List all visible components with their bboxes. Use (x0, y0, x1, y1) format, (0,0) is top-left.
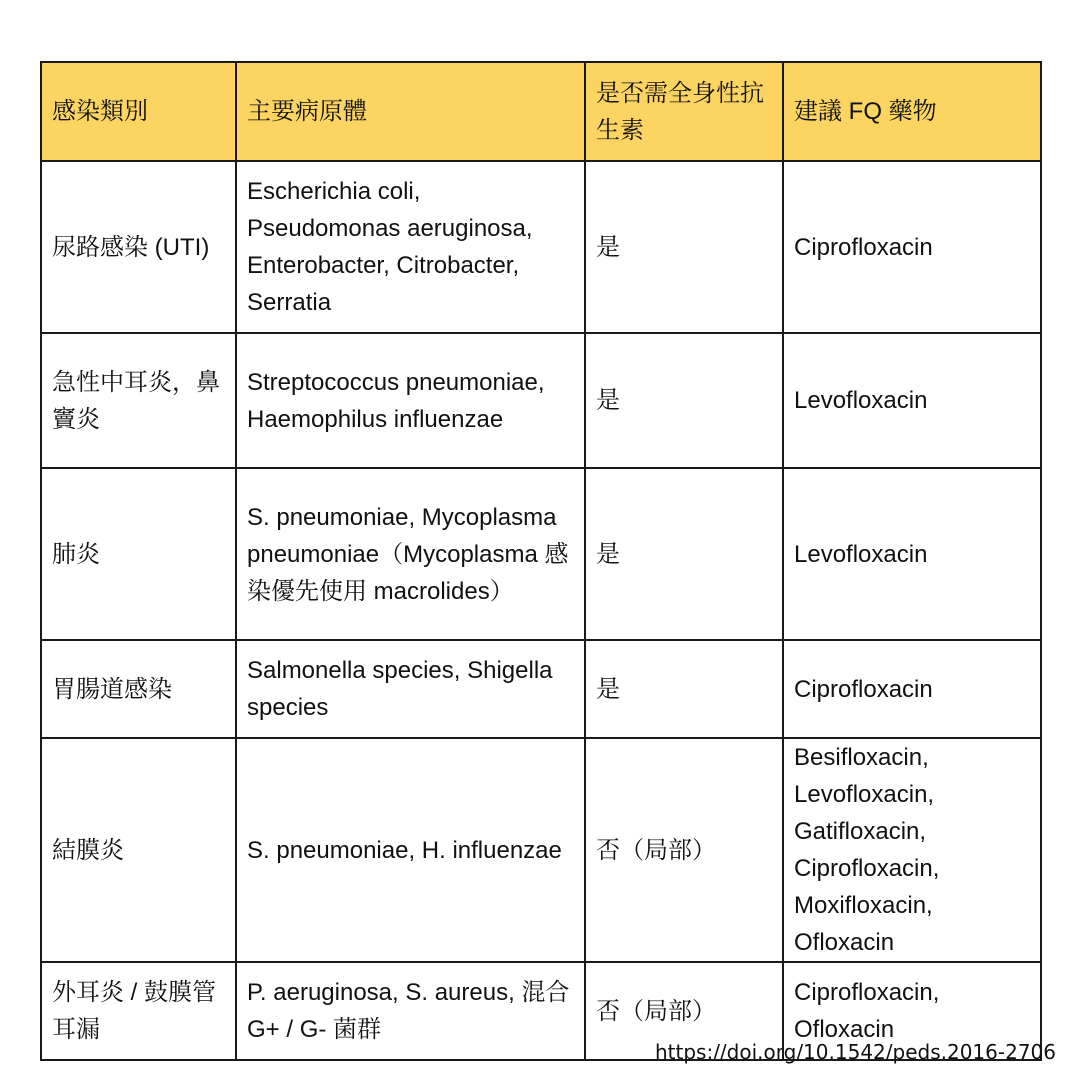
pathogens-cell: S. pneumoniae, H. influenzae (236, 738, 585, 962)
header-pathogens: 主要病原體 (236, 62, 585, 161)
header-category: 感染類別 (41, 62, 236, 161)
table-row (41, 640, 1041, 738)
systemic-cell: 是 (585, 468, 783, 640)
table-header-row (41, 62, 1041, 161)
systemic-cell: 是 (585, 333, 783, 468)
doi-link[interactable]: https://doi.org/10.1542/peds.2016-2706 (654, 1040, 1056, 1064)
category-cell: 肺炎 (41, 468, 236, 640)
table-row (41, 738, 1041, 962)
table-row (41, 468, 1041, 640)
systemic-cell: 否（局部） (585, 738, 783, 962)
category-cell: 結膜炎 (41, 738, 236, 962)
table-row (41, 161, 1041, 333)
category-cell: 急性中耳炎，鼻竇炎 (41, 333, 236, 468)
pathogens-cell: P. aeruginosa, S. aureus, 混合 G+ / G- 菌群 (236, 962, 585, 1060)
pathogens-cell: Salmonella species, Shigella species (236, 640, 585, 738)
systemic-cell: 否（局部） (585, 962, 783, 1060)
header-drug: 建議 FQ 藥物 (783, 62, 1041, 161)
pathogens-cell: Streptococcus pneumoniae, Haemophilus influenzae (236, 333, 585, 468)
category-cell: 外耳炎 / 鼓膜管耳漏 (41, 962, 236, 1060)
category-cell: 胃腸道感染 (41, 640, 236, 738)
drug-cell: Besifloxacin, Levofloxacin, Gatifloxacin, Ciprofloxacin, Moxifloxacin, Ofloxacin (783, 738, 1041, 962)
drug-cell: Ciprofloxacin, Ofloxacin (783, 962, 1041, 1060)
pathogens-cell: S. pneumoniae, Mycoplasma pneumoniae（Mycoplasma 感染優先使用 macrolides） (236, 468, 585, 640)
drug-cell: Levofloxacin (783, 333, 1041, 468)
drug-cell: Ciprofloxacin (783, 161, 1041, 333)
header-systemic: 是否需全身性抗生素 (585, 62, 783, 161)
systemic-cell: 是 (585, 161, 783, 333)
pathogens-cell: Escherichia coli, Pseudomonas aeruginosa, Enterobacter, Citrobacter, Serratia (236, 161, 585, 333)
category-cell: 尿路感染 (UTI) (41, 161, 236, 333)
table-row (41, 333, 1041, 468)
drug-cell: Ciprofloxacin (783, 640, 1041, 738)
systemic-cell: 是 (585, 640, 783, 738)
drug-cell: Levofloxacin (783, 468, 1041, 640)
fq-recommendation-table (40, 61, 1042, 1061)
